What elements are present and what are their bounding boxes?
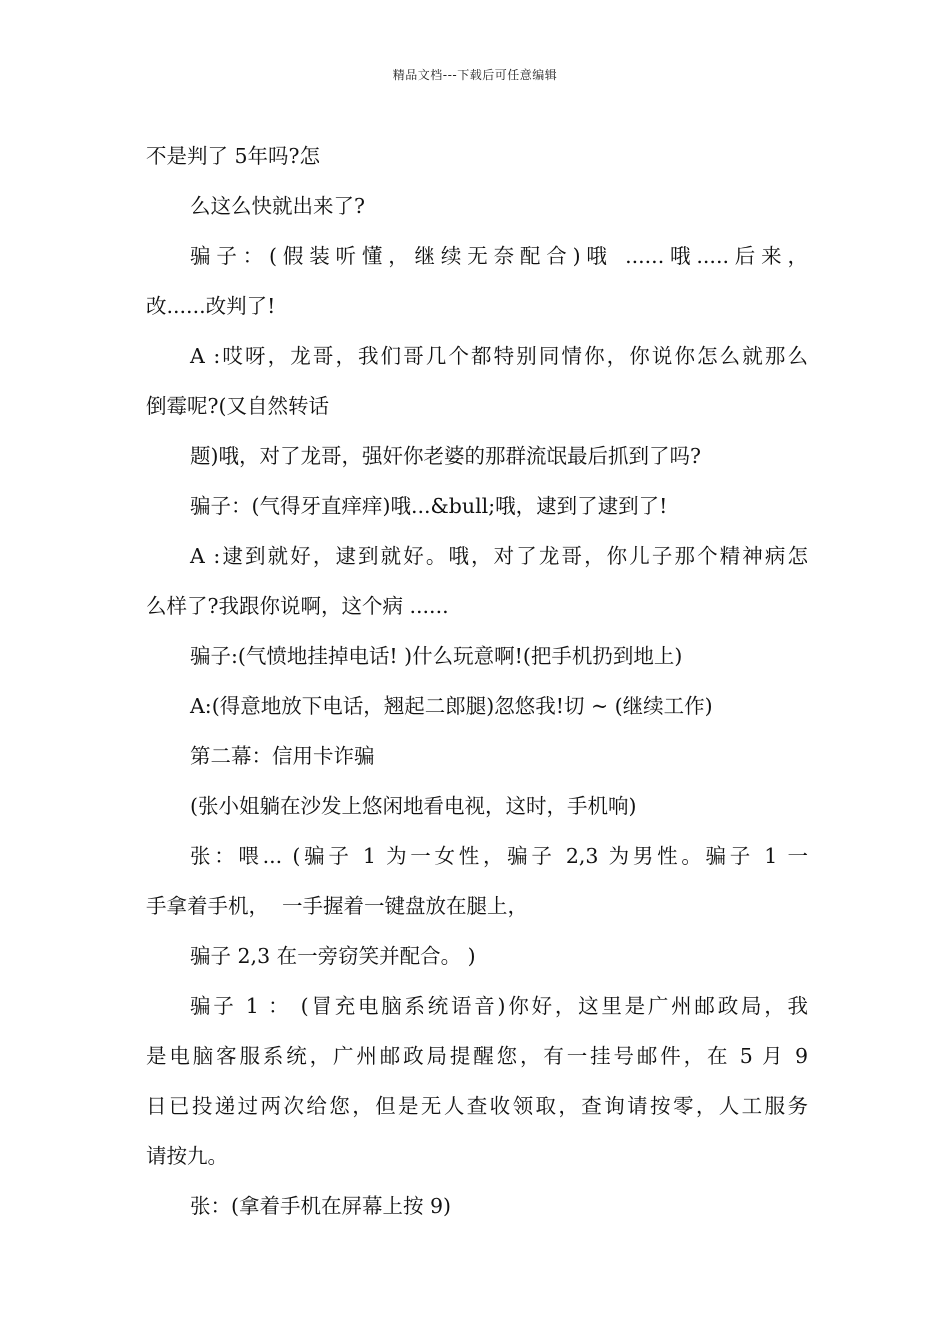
text-line: 日已投递过两次给您，但是无人查收领取，查询请按零，人工服务	[146, 1094, 808, 1118]
text-line: (张小姐躺在沙发上悠闲地看电视，这时，手机响)	[190, 794, 637, 818]
text-line: 骗子 2,3 在一旁窃笑并配合。 )	[190, 944, 476, 968]
text-line: 骗子：(气得牙直痒痒)哦...&bull;哦，逮到了逮到了!	[190, 494, 668, 518]
text-line: 是电脑客服系统，广州邮政局提醒您，有一挂号邮件，在 5 月 9	[146, 1044, 808, 1068]
text-line: 么样了?我跟你说啊，这个病 ......	[146, 594, 449, 618]
text-line: A:(得意地放下电话，翘起二郎腿)忽悠我!切 ~ (继续工作)	[190, 694, 713, 718]
page-header: 精品文档---下载后可任意编辑	[392, 68, 558, 82]
text-line: 不是判了 5年吗?怎	[146, 144, 321, 168]
text-line: 请按九。	[146, 1144, 228, 1168]
text-line: 骗子:(气愤地挂掉电话! )什么玩意啊!(把手机扔到地上)	[190, 644, 683, 668]
text-line: 第二幕：信用卡诈骗	[190, 744, 375, 768]
text-line: 手拿着手机， 一手握着一键盘放在腿上，	[146, 894, 529, 918]
text-line: 骗子：(假装听懂，继续无奈配合)哦 ......哦.....后来，	[190, 244, 808, 268]
text-line: 张：喂... (骗子 1 为一女性，骗子 2,3 为男性。骗子 1 一	[190, 844, 808, 868]
text-line: 张：(拿着手机在屏幕上按 9)	[190, 1194, 452, 1218]
text-line: 题)哦，对了龙哥，强奸你老婆的那群流氓最后抓到了吗?	[190, 444, 701, 468]
text-line: 改......改判了!	[146, 294, 276, 318]
text-line: 倒霉呢?(又自然转话	[146, 394, 329, 418]
document-body	[146, 131, 808, 1231]
text-line: 骗子 1 ： (冒充电脑系统语音)你好，这里是广州邮政局，我	[190, 994, 808, 1018]
text-line: A :哎呀，龙哥，我们哥几个都特别同情你，你说你怎么就那么	[190, 344, 808, 368]
text-line: 么这么快就出来了?	[190, 194, 365, 218]
text-line: A :逮到就好，逮到就好。哦，对了龙哥，你儿子那个精神病怎	[190, 544, 808, 568]
